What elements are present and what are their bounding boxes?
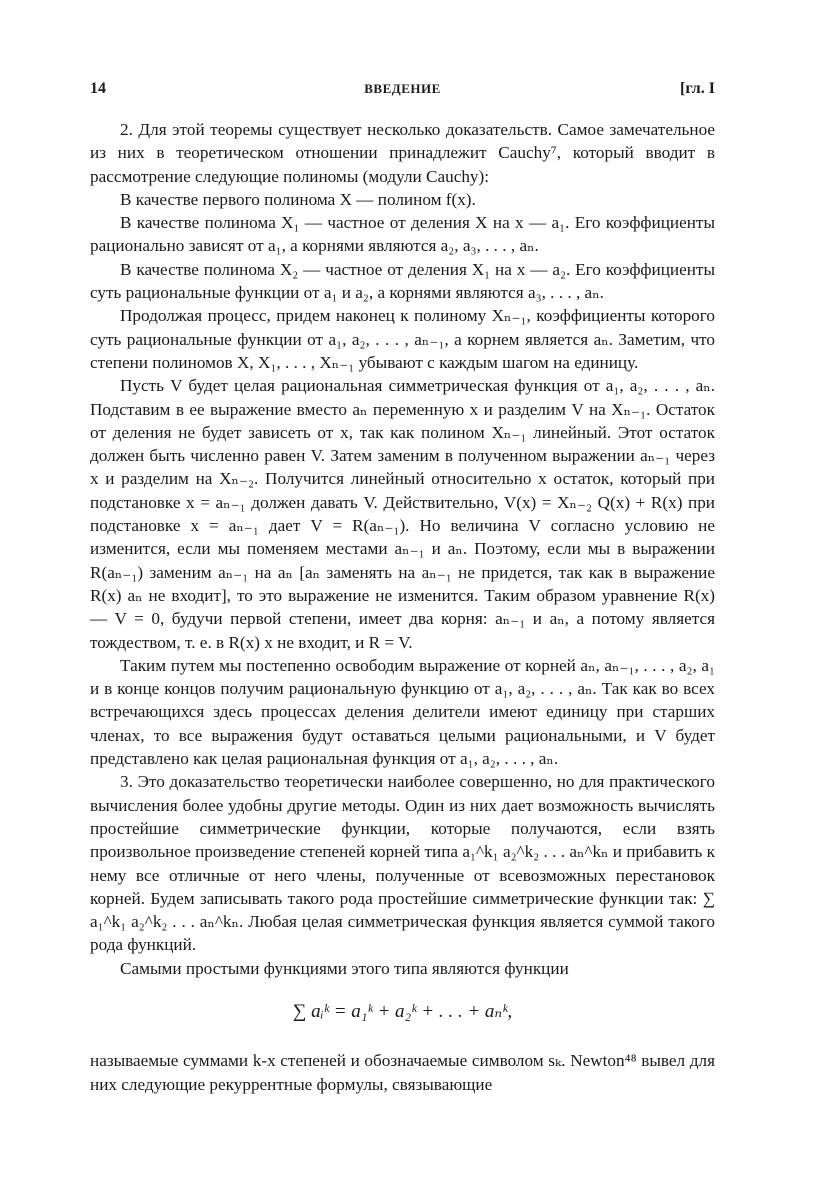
paragraph-section-2: 2. Для этой теоремы существует несколько доказательств. Самое замечательное из них в теоретическом отношении принадлежит Cauchy⁷, который вводит в рассмотрение следующие полиномы (модули Cauchy): xyxy=(90,120,715,186)
paragraph-section-3: 3. Это доказательство теоретически наиболее совершенно, но для практического вычисления более удобны другие методы. Один из них дает возможность вычислять простейшие симметрические функции, которые получаются, если взять произвольное произведение степеней корней типа a₁^k₁ a₂^k₂ . . . aₙ^kₙ и прибавить к нему все отличные от него члены, полученные от всевозможных перестановок корней. Будем записывать такого рода простейшие симметрические функции так: ∑ a₁^k₁ a₂^k₂ . . . aₙ^kₙ. Любая целая симметрическая функция является суммой такого рода функций. xyxy=(90,772,715,955)
chapter-label: [гл. I xyxy=(680,80,715,97)
page xyxy=(90,80,715,1096)
running-title: ВВЕДЕНИЕ xyxy=(364,81,441,96)
paragraph-polynomial-x1: В качестве полинома X₁ — частное от деления X на x — a₁. Его коэффициенты рационально зависят от a₁, а корнями являются a₂, a₃, . . . , aₙ. xyxy=(90,213,715,256)
paragraph-polynomial-x2: В качестве полинома X₂ — частное от деления X₁ на x — a₂. Его коэффициенты суть рациональные функции от a₁ и a₂, а корнями являются a₃, . . . , aₙ. xyxy=(90,259,715,303)
paragraph-symmetric-function-v: Пусть V будет целая рациональная симметрическая функция от a₁, a₂, . . . , aₙ. Подставим в ее выражение вместо aₙ переменную x и разделим V на Xₙ₋₁. Остаток от деления не будет зависеть от x, так как полином Xₙ₋₁ линейный. Этот остаток должен быть численно равен V. Затем заменим в полученном выражении aₙ₋₁ через x и разделим на Xₙ₋₂. Получится линейный относительно x остаток, который при подстановке x = aₙ₋₁ должен давать V. Действительно, V(x) = Xₙ₋₂ Q(x) + R(x) при подстановке x = aₙ₋₁ дает V = R(aₙ₋₁). Но величина V согласно условию не изменится, если мы поменяем местами aₙ₋₁ и aₙ. Поэтому, если мы в выражении R(aₙ₋₁) заменим aₙ₋₁ на aₙ [aₙ заменять на aₙ₋₁ не придется, так как в выражение R(x) aₙ не входит], то это выражение не изменится. Таким образом уравнение R(x) — V = 0, будучи первой степени, имеет два корня: aₙ₋₁ и aₙ, а потому является тождеством, т. е. в R(x) x не входит, и R = V. xyxy=(90,376,715,652)
paragraph-simplest-functions: Самыми простыми функциями этого типа являются функции xyxy=(120,958,569,978)
paragraph-free-roots: Таким путем мы постепенно освободим выражение от корней aₙ, aₙ₋₁, . . . , a₂, a₁ и в конце концов получим рациональную функцию от a₁, a₂, . . . , aₙ. Так как во всех встречающихся здесь процессах деления делители имеют единицу при старших членах, то все выражения будут оставаться целыми рациональными, и V будет представлено как целая рациональная функция от a₁, a₂, . . . , aₙ. xyxy=(90,655,715,769)
paragraph-newton: называемые суммами k-х степеней и обозначаемые символом sₖ. Newton⁴⁸ вывел для них следующие рекуррентные формулы, связывающие xyxy=(90,1051,715,1094)
page-number: 14 xyxy=(90,80,106,97)
page-header xyxy=(90,80,715,108)
paragraph-continue-process: Продолжая процесс, придем наконец к полиному Xₙ₋₁, коэффициенты которого суть рациональные функции от a₁, a₂, . . . , aₙ₋₁, а корнем является aₙ. Заметим, что степени полиномов X, X₁, . . . , Xₙ₋₁ убывают с каждым шагом на единицу. xyxy=(90,306,715,372)
paragraph-first-polynomial: В качестве первого полинома X — полином f(x). xyxy=(120,189,476,209)
power-sum-formula: ∑ aᵢᵏ = a₁ᵏ + a₂ᵏ + . . . + aₙᵏ, xyxy=(292,1000,513,1022)
body-text xyxy=(90,118,715,1096)
